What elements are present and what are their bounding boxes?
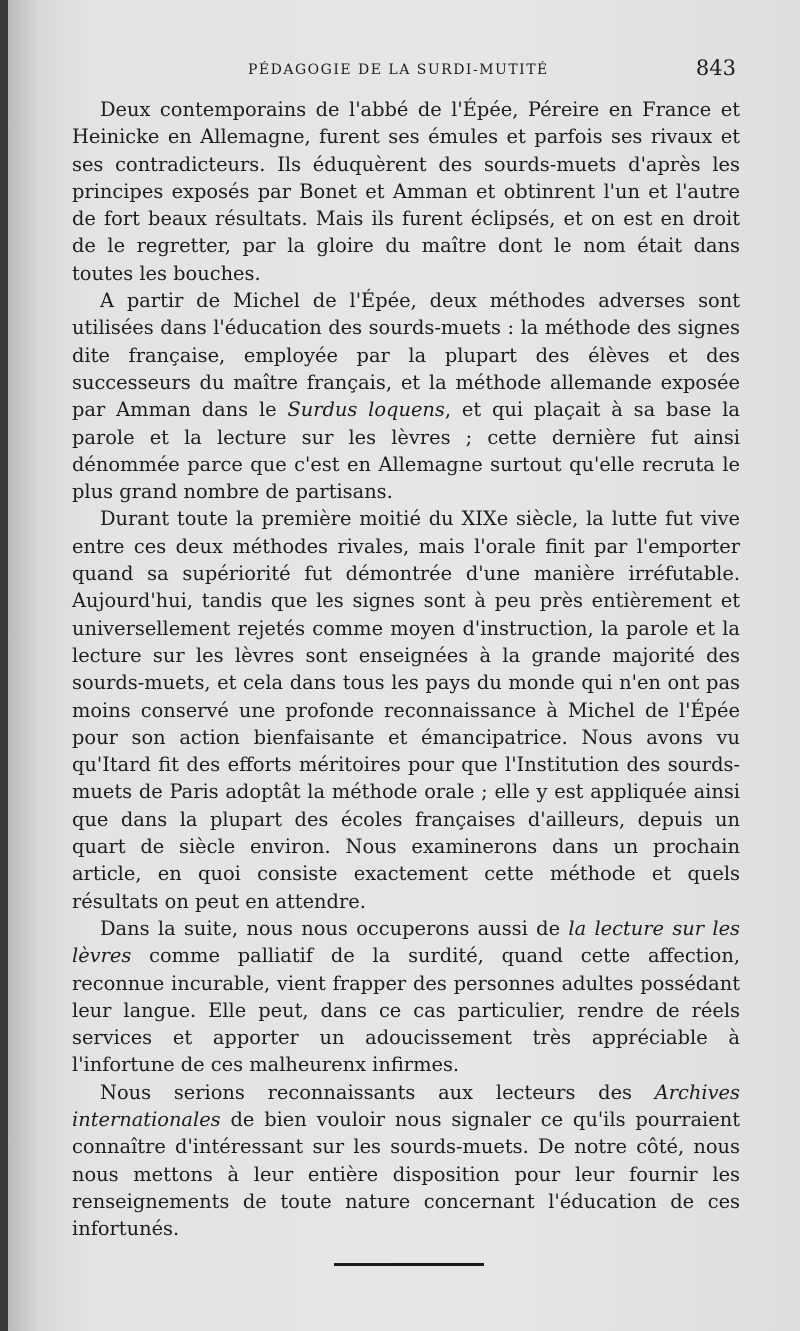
paragraph-4 (72, 915, 740, 1079)
book-title-surdus-loquens: Surdus loquens (287, 398, 445, 422)
paragraph-1 (72, 96, 740, 287)
paragraph-5 (72, 1079, 740, 1243)
page-number: 843 (695, 56, 736, 80)
paragraph-4-text-b: comme palliatif de la surdité, quand cette affection, reconnue incurable, vient frapper des personnes adultes possédant leur langue. Elle peut, dans ce cas particulier, rendre de réels services et apporter un adoucissement très appréciable à l'infortune de ces malheurenx infirmes. (72, 944, 740, 1077)
paragraph-4-text-a: Dans la suite, nous nous occuperons aussi de (100, 916, 569, 940)
running-title: PÉDAGOGIE DE LA SURDI-MUTITÉ (248, 62, 549, 78)
paragraph-1-text: Deux contemporains de l'abbé de l'Épée, Péreire en France et Heinicke en Allemagne, furent ses émules et parfois ses rivaux et ses contradicteurs. Ils éduquèrent des sourds-muets d'après les principes exposés par Bonet et Amman et obtinrent l'un et l'autre de fort beaux résultats. Mais ils furent éclipsés, et on est en droit de le regretter, par la gloire du maître dont le nom était dans toutes les bouches. (72, 98, 740, 285)
paragraph-2-text-b: , et qui plaçait à sa base la parole et la lecture sur les lèvres ; cette dernière fut ainsi dénommée parce que c'est en Allemagne surtout qu'elle recruta le plus grand nombre de partisans. (72, 398, 740, 504)
page-body (72, 96, 740, 1242)
paragraph-2-text-a: A partir de Michel de l'Épée, deux méthodes adverses sont utilisées dans l'éducation des sourds-muets : la méthode des signes dite française, employée par la plupart des élèves et des successeurs du maître français, et la méthode allemande exposée par Amman dans le (72, 289, 740, 422)
paragraph-3-text-b: siècle, la lutte fut vive entre ces deux méthodes rivales, mais l'orale finit par l'emporter quand sa supériorité fut démontrée d'une manière irréfutable. Aujourd'hui, tandis que les signes sont à peu près entièrement et universellement rejetés comme moyen d'instruction, la parole et la lecture sur les lèvres sont enseignées à la grande majorité des sourds-muets, et cela dans tous les pays du monde qui n'en ont pas moins conservé une profonde reconnaissance à Michel de l'Épée pour son action bienfaisante et émancipatrice. Nous avons vu qu'Itard fit des efforts méritoires pour que l'Institution des sourds-muets de Paris adoptât la méthode orale ; elle y est appliquée ainsi que dans la plupart des écoles françaises d'ailleurs, depuis un quart de siècle environ. Nous examinerons dans un prochain article, en quoi consiste exactement cette méthode et quels résultats on peut en attendre. (72, 507, 740, 913)
page-header (8, 50, 800, 90)
paragraph-5-text-b: de bien vouloir nous signaler ce qu'ils pourraient connaître d'intéressant sur les sourds-muets. De notre côté, nous nous mettons à leur entière disposition pour leur fournir les renseignements de toute nature concernant l'éducation de ces infortunés. (72, 1107, 740, 1241)
closing-rule (334, 1263, 484, 1266)
journal-title-archives: Archives internationales (72, 1080, 740, 1131)
paragraph-3-text-a: Durant toute la première moitié du (100, 507, 462, 531)
book-page (8, 0, 800, 1331)
paragraph-3 (72, 505, 740, 914)
paragraph-5-text-a: Nous serions reconnaissants aux lecteurs des (100, 1080, 655, 1104)
paragraph-2 (72, 287, 740, 505)
italic-lecture-sur-les-levres: la lecture sur les lèvres (72, 916, 741, 968)
century-numeral: XIXe (461, 507, 509, 531)
